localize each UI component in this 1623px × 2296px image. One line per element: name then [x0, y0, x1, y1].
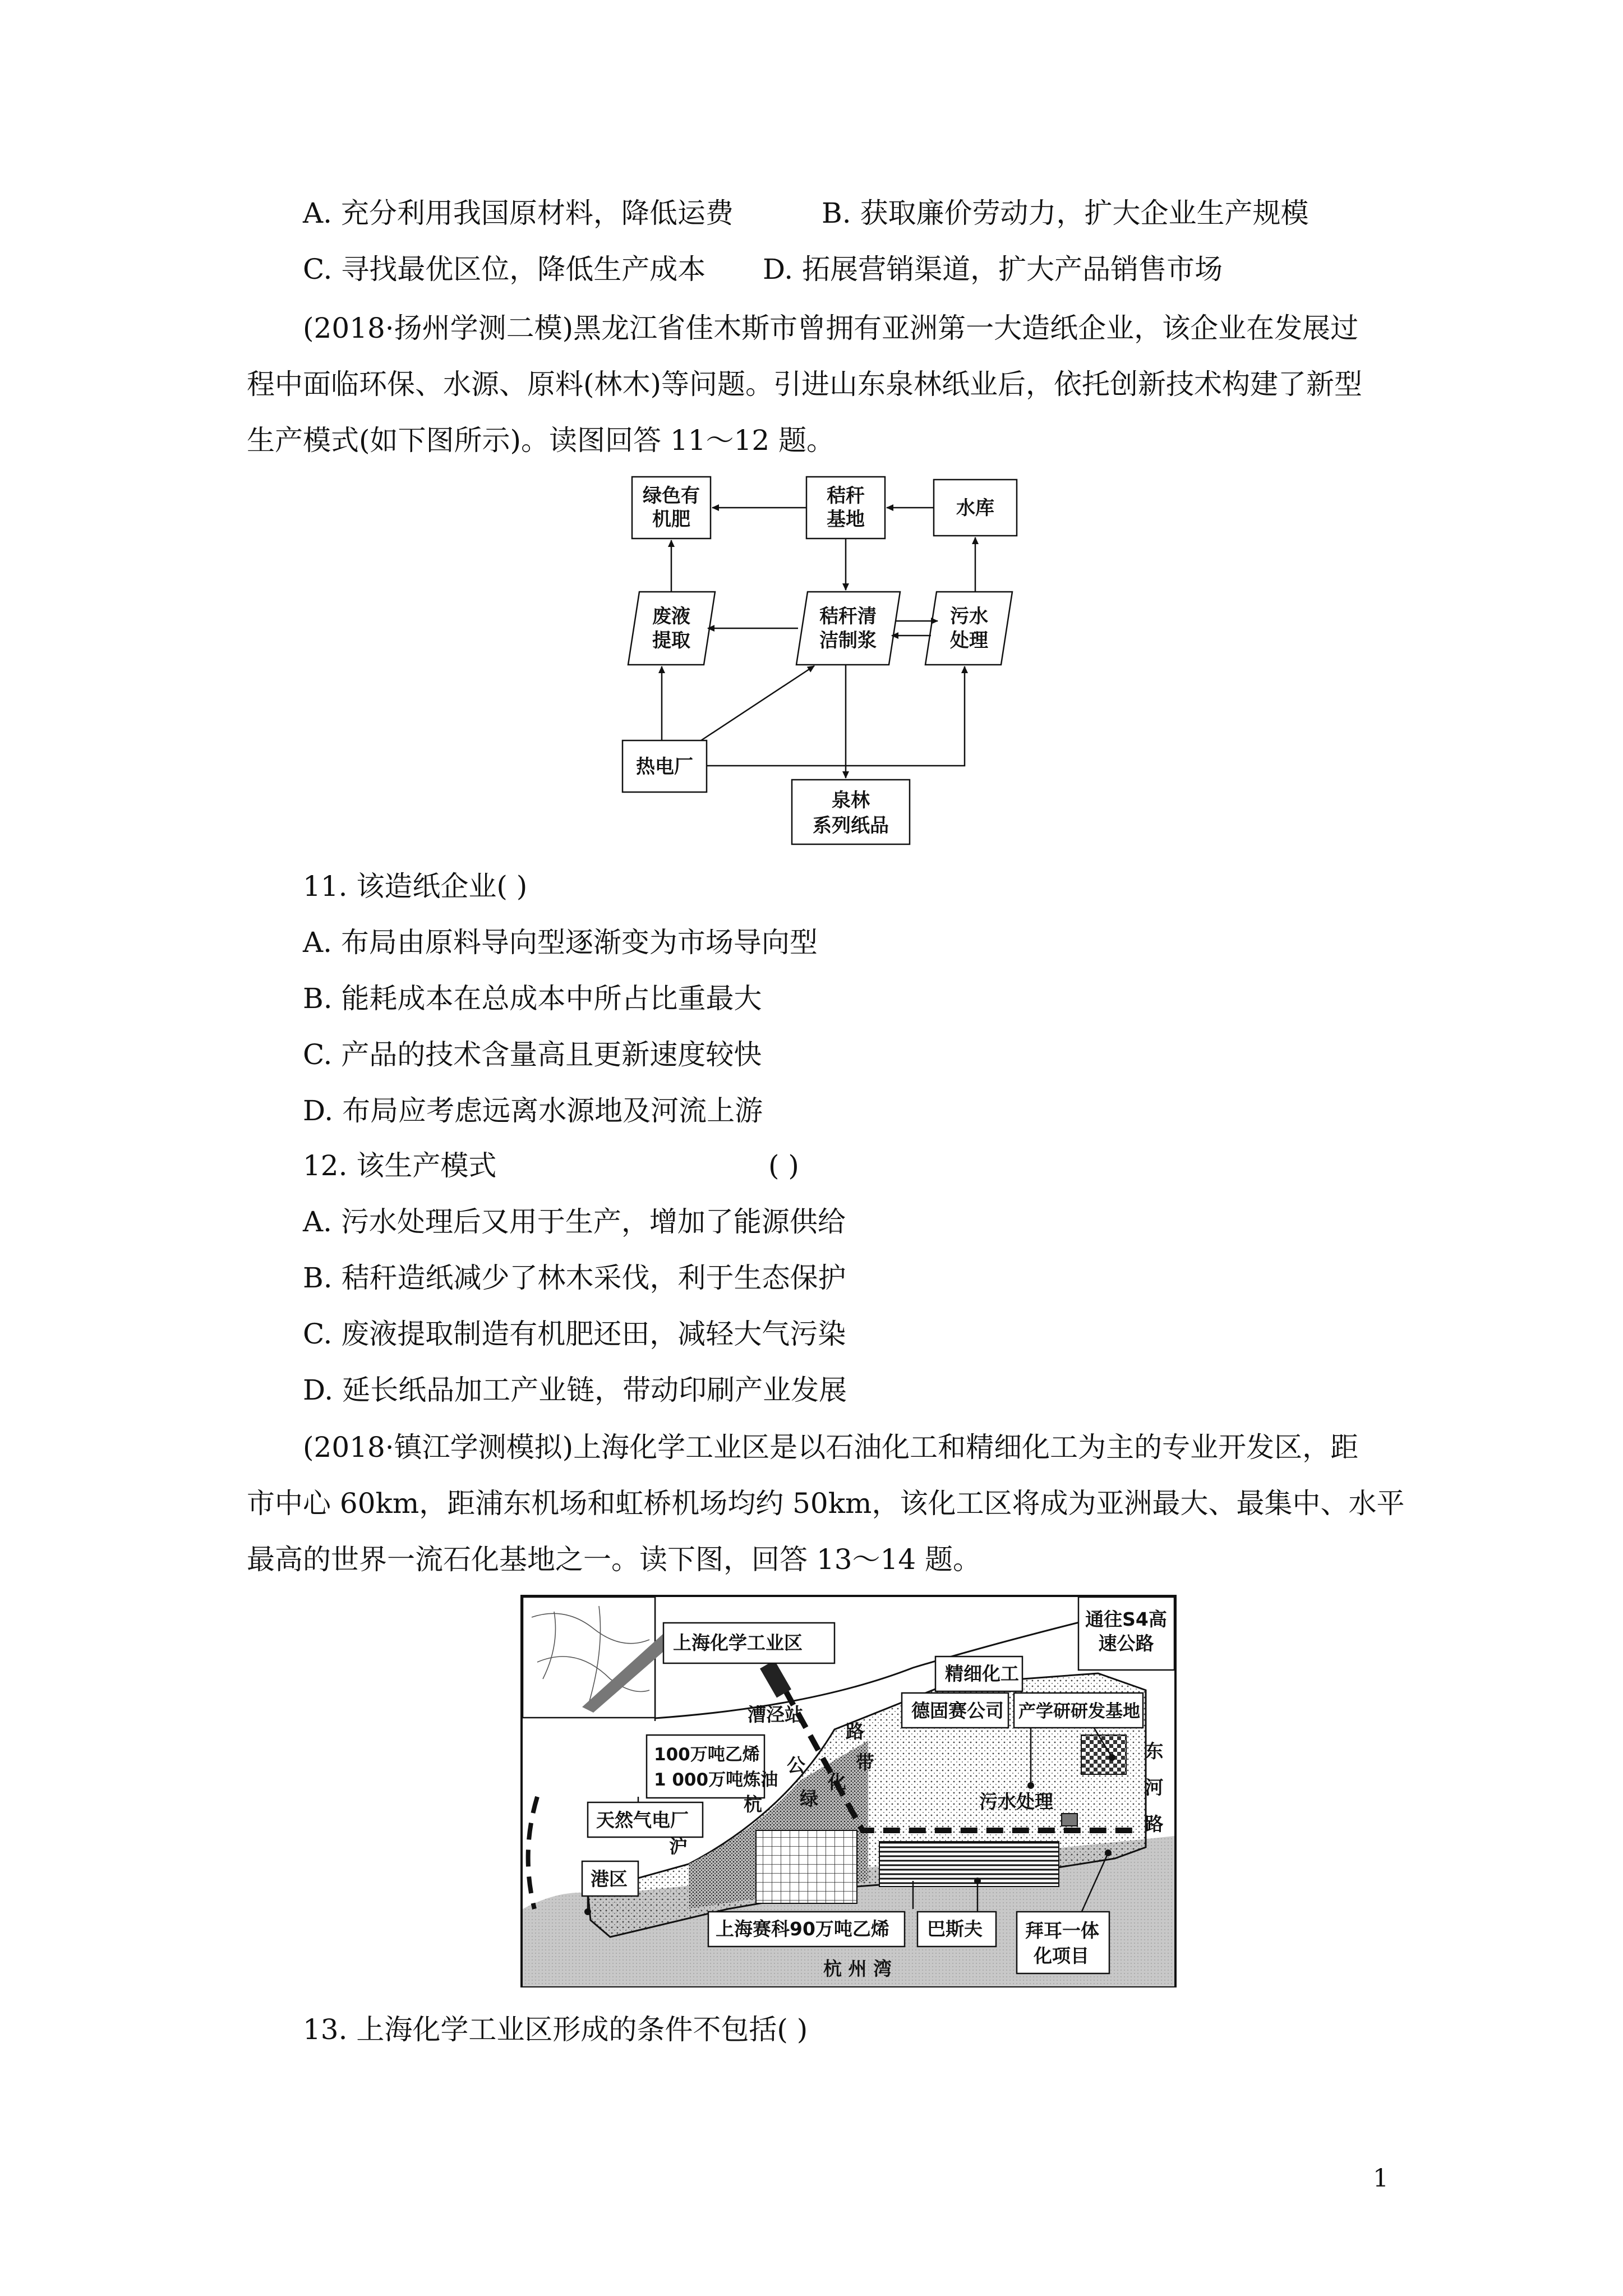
label-title: 上海化学工业区 [673, 1632, 803, 1654]
label-port: 港区 [591, 1868, 628, 1890]
rnd-zone [1081, 1735, 1126, 1774]
label-fertilizer-1: 绿色有 [643, 485, 700, 507]
label-waste-extract-1: 废液 [652, 605, 690, 628]
label-sewage: 污水处理 [979, 1791, 1053, 1812]
q11-stem: 11. 该造纸企业( ) [303, 870, 528, 903]
grid-zone [756, 1830, 857, 1903]
label-rnd: 产学研研发基地 [1018, 1701, 1140, 1722]
label-degussa: 德固赛公司 [911, 1700, 1004, 1722]
label-waste-extract-2: 提取 [652, 629, 690, 652]
label-basf: 巴斯夫 [927, 1918, 983, 1940]
label-fertilizer-2: 机肥 [652, 508, 690, 531]
shanghai-chemical-park-map [520, 1595, 1177, 1987]
label-road-hang: 杭 [744, 1793, 762, 1815]
passage1-line3: 生产模式(如下图所示)。读图回答 11～12 题。 [247, 424, 835, 457]
box-waste-extract [628, 592, 715, 665]
production-flow-diagram [617, 468, 1021, 850]
label-secco: 上海赛科90万吨乙烯 [716, 1918, 889, 1940]
option-c: C. 寻找最优区位，降低生产成本 [303, 253, 706, 286]
label-bay: 杭 州 湾 [823, 1958, 892, 1980]
label-east-3: 路 [1145, 1813, 1164, 1835]
q11-option-b: B. 能耗成本在总成本中所占比重最大 [303, 982, 762, 1015]
label-pulping-1: 秸秆清 [819, 605, 877, 628]
page-number: 1 [1373, 2164, 1389, 2193]
q12-option-b: B. 秸秆造纸减少了林木采伐，利于生态保护 [303, 1262, 846, 1294]
q12-option-a: A. 污水处理后又用于生产，增加了能源供给 [303, 1205, 846, 1238]
label-straw-base-2: 基地 [827, 508, 865, 531]
label-fine-chem: 精细化工 [945, 1663, 1019, 1685]
q12-option-d: D. 延长纸品加工产业链，带动印刷产业发展 [303, 1374, 847, 1406]
option-b: B. 获取廉价劳动力，扩大企业生产规模 [822, 197, 1309, 229]
option-a: A. 充分利用我国原材料，降低运费 [303, 197, 734, 229]
label-products-1: 泉林 [832, 789, 870, 812]
inset-map [523, 1597, 655, 1718]
label-east-1: 东 [1145, 1740, 1164, 1762]
q11-option-c: C. 产品的技术含量高且更新速度较快 [303, 1038, 762, 1071]
label-green-2: 化 [828, 1771, 846, 1793]
passage2-line3: 最高的世界一流石化基地之一。读下图，回答 13～14 题。 [247, 1543, 981, 1576]
q11-option-d: D. 布局应考虑远离水源地及河流上游 [303, 1094, 763, 1127]
label-straw-base-1: 秸秆 [827, 485, 865, 507]
label-east-2: 河 [1145, 1777, 1164, 1798]
label-reservoir: 水库 [956, 497, 994, 519]
label-road-gong: 公 [787, 1754, 805, 1776]
label-ethylene-2: 1 000万吨炼油 [654, 1770, 778, 1790]
label-gas-plant: 天然气电厂 [596, 1809, 689, 1831]
label-bayer-1: 拜耳一体 [1025, 1920, 1099, 1941]
label-sewage-2: 处理 [950, 629, 988, 652]
label-s4-1: 通往S4高 [1085, 1608, 1167, 1630]
label-road-hu: 沪 [669, 1835, 688, 1857]
q13-stem: 13. 上海化学工业区形成的条件不包括( ) [303, 2013, 808, 2046]
label-power-plant: 热电厂 [636, 756, 693, 778]
label-caojing: 漕泾站 [748, 1704, 803, 1726]
passage1-line1: (2018·扬州学测二模)黑龙江省佳木斯市曾拥有亚洲第一大造纸企业，该企业在发展过 [303, 312, 1359, 344]
passage2-line2: 市中心 60km，距浦东机场和虹桥机场均约 50km，该化工区将成为亚洲最大、最集中、水平 [247, 1487, 1405, 1520]
passage1-line2: 程中面临环保、水源、原料(林木)等问题。引进山东泉林纸业后，依托创新技术构建了新型 [247, 368, 1363, 401]
q12-option-c: C. 废液提取制造有机肥还田，减轻大气污染 [303, 1318, 846, 1350]
label-ethylene-1: 100万吨乙烯 [654, 1745, 760, 1765]
option-d: D. 拓展营销渠道，扩大产品销售市场 [763, 253, 1223, 286]
label-s4-2: 速公路 [1098, 1632, 1154, 1654]
box-sewage [925, 592, 1012, 665]
q12-paren: ( ) [768, 1149, 799, 1182]
label-sewage-1: 污水 [950, 605, 988, 628]
box-pulping [796, 592, 900, 665]
q11-option-a: A. 布局由原料导向型逐渐变为市场导向型 [303, 926, 818, 959]
label-products-2: 系列纸品 [813, 815, 889, 837]
label-pulping-2: 洁制浆 [819, 629, 877, 652]
q12-stem: 12. 该生产模式 [303, 1149, 497, 1182]
passage2-line1: (2018·镇江学测模拟)上海化学工业区是以石油化工和精细化工为主的专业开发区，距 [303, 1431, 1359, 1464]
label-green-1: 绿 [800, 1788, 818, 1810]
basf-zone [879, 1842, 1059, 1887]
label-bayer-2: 化项目 [1034, 1945, 1089, 1967]
label-road-lu: 路 [846, 1720, 864, 1742]
label-green-3: 带 [856, 1751, 874, 1773]
